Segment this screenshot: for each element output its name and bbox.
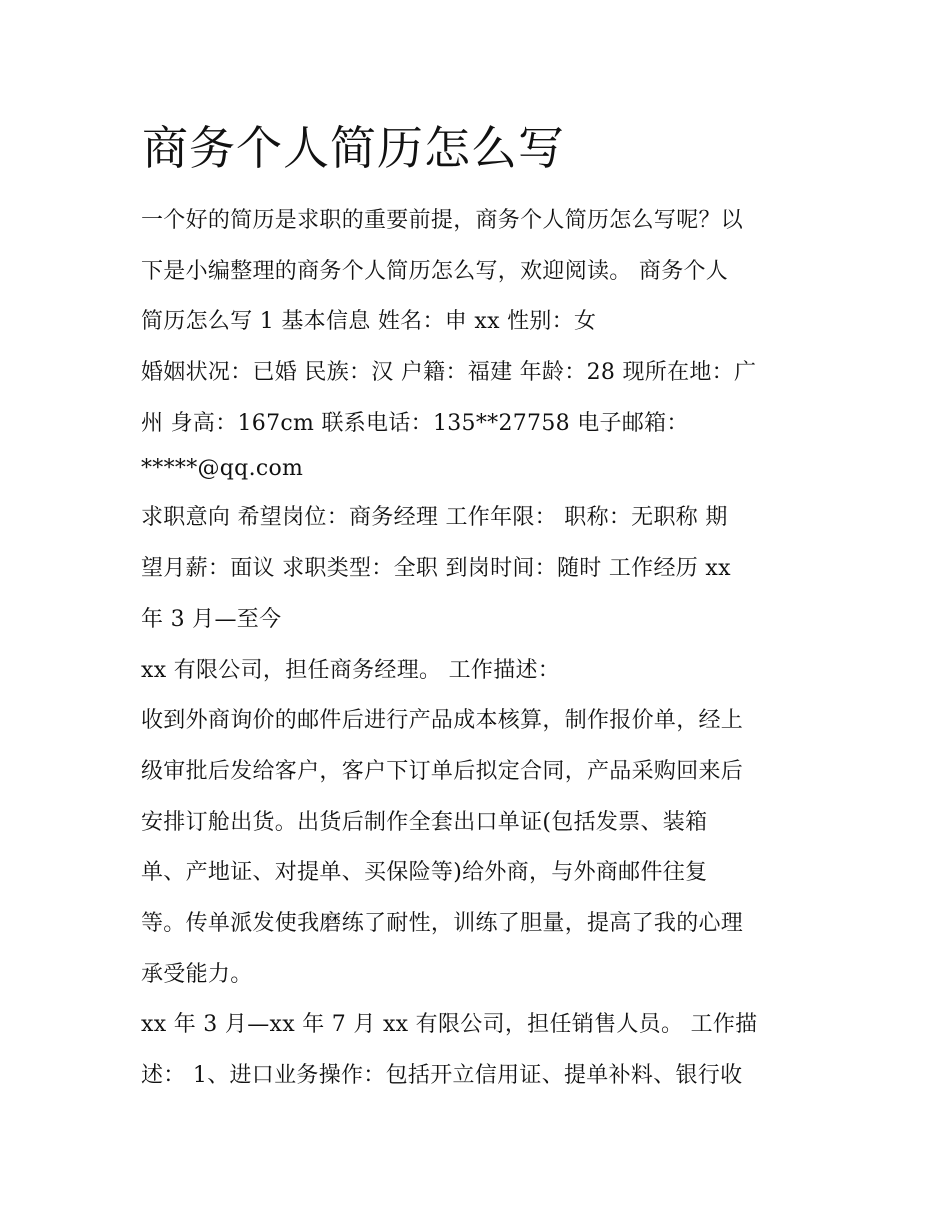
- text-line: 年 3 月—至今: [141, 607, 282, 632]
- text-line: 一个好的简历是求职的重要前提，商务个人简历怎么写呢？以: [141, 208, 744, 233]
- text-line: 等。传单派发使我磨练了耐性，训练了胆量，提高了我的心理: [141, 911, 744, 936]
- text-line: xx 年 3 月—xx 年 7 月 xx 有限公司，担任销售人员。 工作描: [141, 1012, 758, 1037]
- text-line: 述： 1、进口业务操作：包括开立信用证、提单补料、银行收: [141, 1063, 743, 1088]
- text-line: 婚姻状况：已婚 民族：汉 户籍：福建 年龄：28 现所在地：广: [141, 360, 757, 385]
- text-line: 简历怎么写 1 基本信息 姓名：申 xx 性别：女: [141, 309, 597, 334]
- text-line: 级审批后发给客户，客户下订单后拟定合同，产品采购回来后: [141, 759, 744, 784]
- text-line: 下是小编整理的商务个人简历怎么写，欢迎阅读。 商务个人: [141, 259, 729, 284]
- text-line: 承受能力。: [141, 962, 253, 987]
- text-line: 州 身高：167cm 联系电话：135**27758 电子邮箱：: [141, 411, 689, 436]
- text-line: 望月薪：面议 求职类型：全职 到岗时间：随时 工作经历 xx: [141, 556, 731, 581]
- text-line: 单、产地证、对提单、买保险等)给外商，与外商邮件往复: [141, 860, 708, 885]
- text-line: 求职意向 希望岗位：商务经理 工作年限： 职称：无职称 期: [141, 505, 728, 530]
- text-line: 收到外商询价的邮件后进行产品成本核算，制作报价单，经上: [141, 708, 744, 733]
- document-title: 商务个人简历怎么写: [142, 121, 565, 175]
- text-line: 安排订舱出货。出货后制作全套出口单证(包括发票、装箱: [141, 810, 708, 835]
- text-line: xx 有限公司，担任商务经理。 工作描述：: [141, 658, 561, 683]
- text-line: *****@qq.com: [141, 456, 304, 481]
